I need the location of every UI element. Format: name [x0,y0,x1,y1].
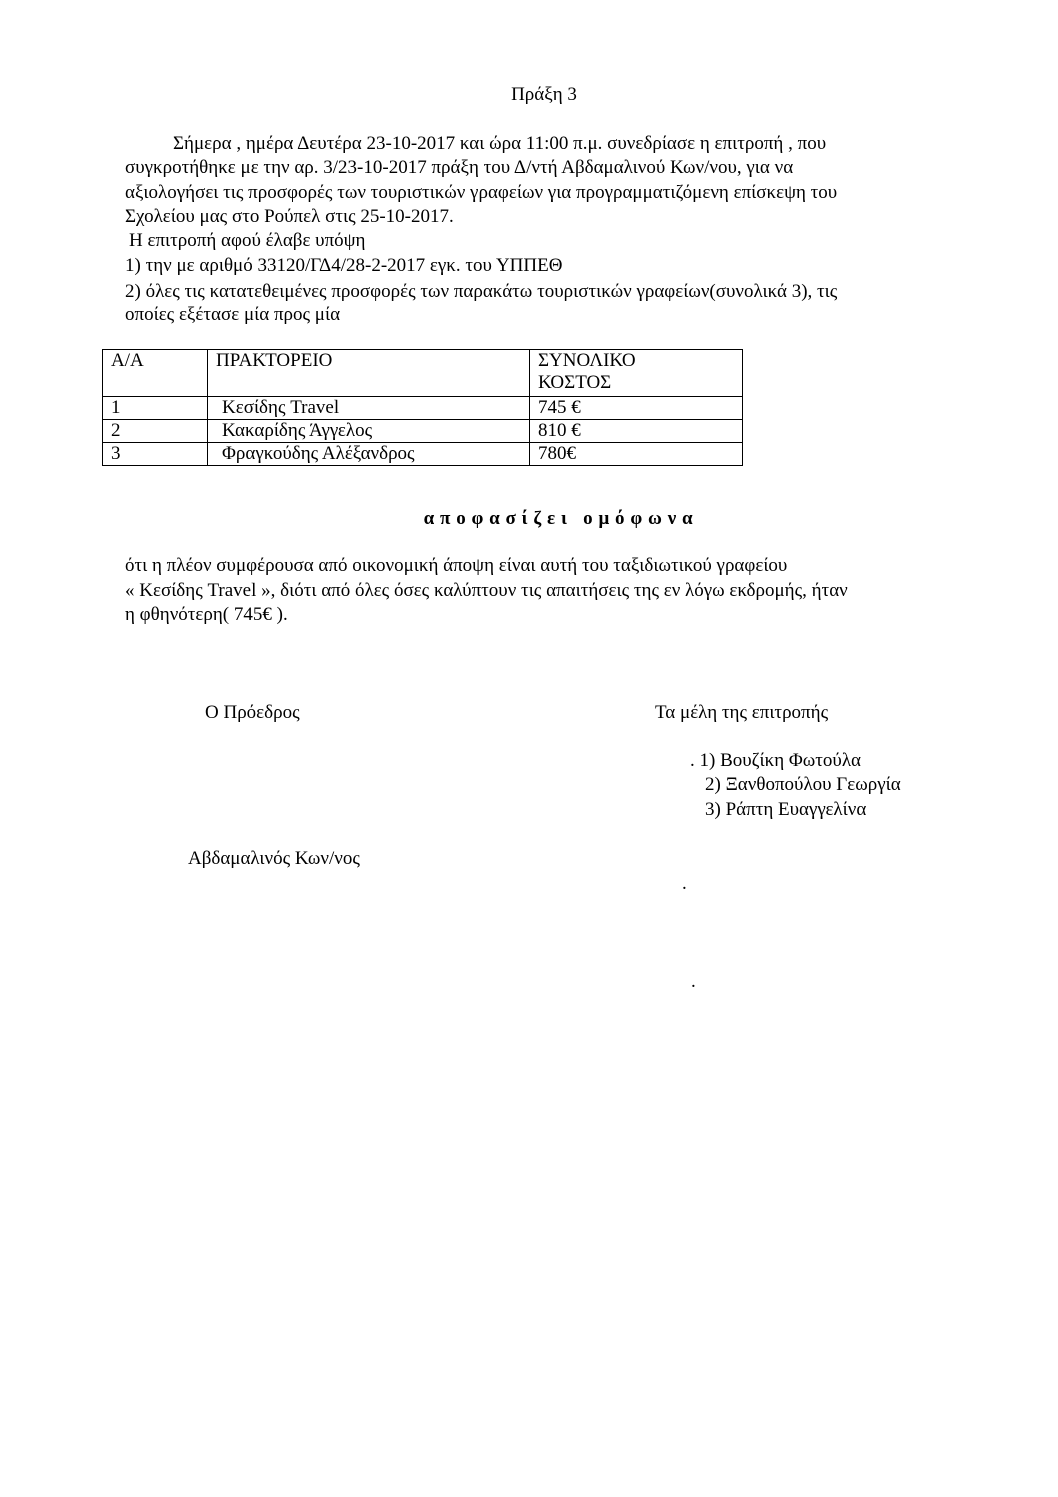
member-3: 3) Ράπτη Ευαγγελίνα [705,799,867,820]
header-cell-cost [530,350,743,397]
intro-line: οποίες εξέτασε μία προς μία [125,304,341,325]
table-cell-agency: Φραγκούδης Αλέξανδρος [208,443,530,466]
intro-line: Σχολείου μας στο Ρούπελ στις 25-10-2017. [125,206,454,227]
conclusion-line: η φθηνότερη( 745€ ). [125,604,288,625]
table-row [103,443,743,466]
members-label: Τα μέλη της επιτροπής [655,702,829,723]
page-title: Πράξη 3 [511,84,577,105]
signature-dot: . [691,971,696,992]
table-cell-agency: Κακαρίδης Άγγελος [208,420,530,443]
header-cost-line1: ΣΥΝΟΛΙΚΟ [538,350,636,371]
president-label: Ο Πρόεδρος [205,702,300,723]
conclusion-line: « Κεσίδης Travel », διότι από όλες όσες καλύπτουν τις απαιτήσεις της εν λόγω εκδρομής, ήταν [125,580,848,601]
table-cell-number: 2 [103,420,208,443]
intro-line: 1) την με αριθμό 33120/ΓΔ4/28-2-2017 εγκ. του ΥΠΠΕΘ [125,255,563,276]
member-2: 2) Ξανθοπούλου Γεωργία [705,774,901,795]
signature-dot: . [682,873,687,894]
table-cell-agency: Κεσίδης Travel [208,397,530,420]
table-header-row [103,350,743,397]
member-1: . 1) Βουζίκη Φωτούλα [690,750,861,771]
offers-table [102,349,743,466]
table-row [103,397,743,420]
table-row [103,420,743,443]
intro-line: συγκροτήθηκε με την αρ. 3/23-10-2017 πράξη του Δ/ντή Αβδαμαλινού Κων/νου, για να [125,157,794,178]
header-cell-aa: Α/Α [103,350,208,397]
decision-heading: αποφασίζει ομόφωνα [423,508,699,529]
intro-line: Η επιτροπή αφού έλαβε υπόψη [129,230,366,251]
header-cost-line2: ΚΟΣΤΟΣ [538,372,612,393]
header-cell-agency: ΠΡΑΚΤΟΡΕΙΟ [208,350,530,397]
intro-line: Σήμερα , ημέρα Δευτέρα 23-10-2017 και ώρα 11:00 π.μ. συνεδρίασε η επιτροπή , που [173,133,827,154]
table-cell-number: 3 [103,443,208,466]
president-name: Αβδαμαλινός Κων/νος [188,848,360,869]
table-cell-cost: 745 € [530,397,743,420]
conclusion-line: ότι η πλέον συμφέρουσα από οικονομική άποψη είναι αυτή του ταξιδιωτικού γραφείου [125,555,788,576]
table-cell-cost: 810 € [530,420,743,443]
intro-line: 2) όλες τις κατατεθειμένες προσφορές των παρακάτω τουριστικών γραφείων(συνολικά 3), τις [125,281,838,302]
table-cell-number: 1 [103,397,208,420]
intro-line: αξιολογήσει τις προσφορές των τουριστικών γραφείων για προγραμματιζόμενη επίσκεψη του [125,182,838,203]
table-cell-cost: 780€ [530,443,743,466]
